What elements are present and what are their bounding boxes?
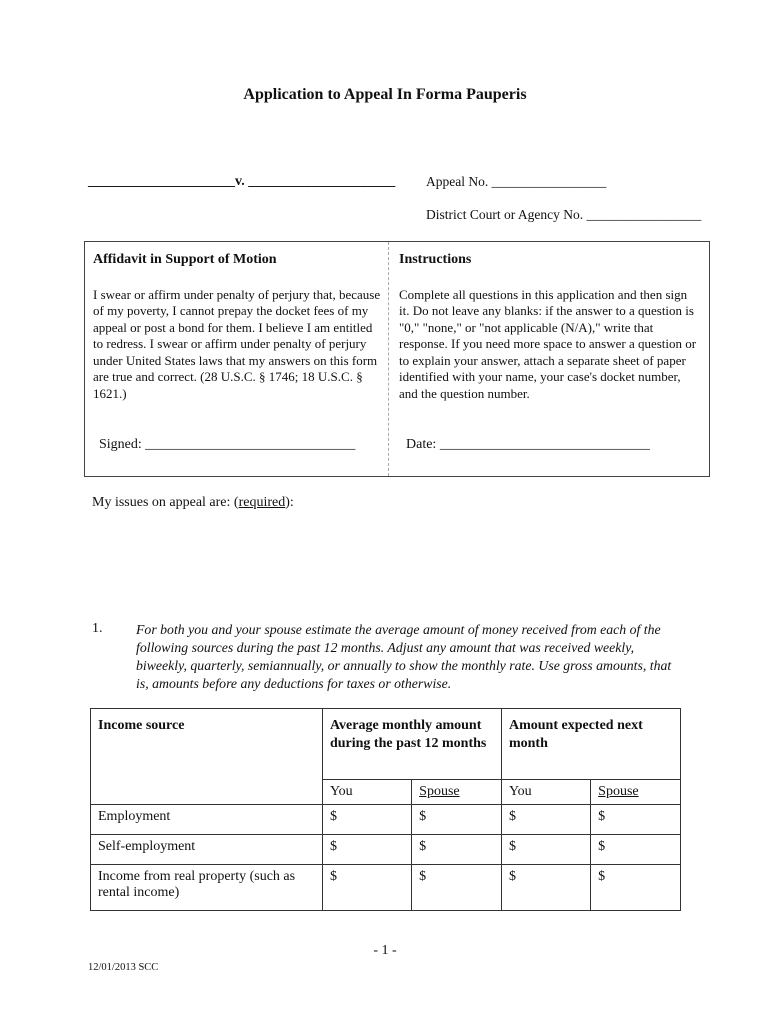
instructions-text: Complete all questions in this application and then sign it. Do not leave any blanks: if the answer to a question is "0," "none," or "not applicable (N/A)," write that response. If you need more space to answer a question or to explain your answer, attach a separate sheet of paper identified with your name, your case's docket number, and the question number. <box>399 286 697 401</box>
subheader-you: You <box>322 780 411 805</box>
case-caption: _____________________v. _____________________ <box>88 174 396 189</box>
instructions-heading: Instructions <box>399 252 472 267</box>
row-source: Employment <box>91 805 323 835</box>
issues-on-appeal-label <box>92 495 294 511</box>
affidavit-text: I swear or affirm under penalty of perjury that, because of my poverty, I cannot prepay the docket fees of my appeal or post a bond for them. I believe I am entitled to redress. I swear or affirm under penalty of perjury under United States laws that my answers on this form are true and correct. (28 U.S.C. § 1746; 18 U.S.C. § 1621.) <box>93 286 381 401</box>
subheader-you: You <box>501 780 590 805</box>
amount-cell[interactable]: $ <box>322 835 411 865</box>
signed-line: Signed: ______________________________ <box>99 437 356 452</box>
affidavit-heading: Affidavit in Support of Motion <box>93 252 277 267</box>
issues-prefix: My issues on appeal are: ( <box>92 495 239 510</box>
row-source: Self-employment <box>91 835 323 865</box>
amount-cell[interactable]: $ <box>591 865 681 911</box>
amount-cell[interactable]: $ <box>501 865 590 911</box>
affidavit-column <box>93 252 381 402</box>
subheader-spouse: Spouse <box>591 780 681 805</box>
row-source: Income from real property (such as rental income) <box>91 865 323 911</box>
affidavit-box <box>84 241 710 477</box>
subheader-spouse: Spouse <box>412 780 502 805</box>
question-text: For both you and your spouse estimate the average amount of money received from each of the following sources during the past 12 months. Adjust any amount that was received weekly, biweekly, quarterly, semiannually, or annually to show the monthly rate. Use gross amounts, that is, amounts before any deductions for taxes or otherwise. <box>136 622 672 691</box>
table-row <box>91 805 681 835</box>
amount-cell[interactable]: $ <box>412 865 502 911</box>
header-average-monthly: Average monthly amount during the past 12 months <box>322 709 501 780</box>
header-expected-next-month: Amount expected next month <box>501 709 680 780</box>
amount-cell[interactable]: $ <box>591 805 681 835</box>
page-number: - 1 - <box>373 943 397 958</box>
table-row <box>91 835 681 865</box>
issues-suffix: ): <box>285 495 294 510</box>
district-court-number-field: District Court or Agency No. _________________ <box>426 207 702 222</box>
amount-cell[interactable]: $ <box>501 805 590 835</box>
question-number: 1. <box>92 621 103 636</box>
amount-cell[interactable]: $ <box>322 865 411 911</box>
document-title: Application to Appeal In Forma Pauperis <box>243 86 527 103</box>
amount-cell[interactable]: $ <box>322 805 411 835</box>
amount-cell[interactable]: $ <box>591 835 681 865</box>
required-marker: required <box>238 495 286 510</box>
income-table <box>90 708 681 911</box>
appeal-number-field: Appeal No. _________________ <box>426 174 607 189</box>
header-income-source: Income source <box>91 709 323 805</box>
instructions-column <box>399 252 699 402</box>
column-divider <box>388 242 389 476</box>
revision-date: 12/01/2013 SCC <box>88 962 159 973</box>
amount-cell[interactable]: $ <box>412 835 502 865</box>
amount-cell[interactable]: $ <box>501 835 590 865</box>
table-header-row <box>91 709 681 780</box>
amount-cell[interactable]: $ <box>412 805 502 835</box>
date-line: Date: ______________________________ <box>406 437 650 452</box>
table-row <box>91 865 681 911</box>
